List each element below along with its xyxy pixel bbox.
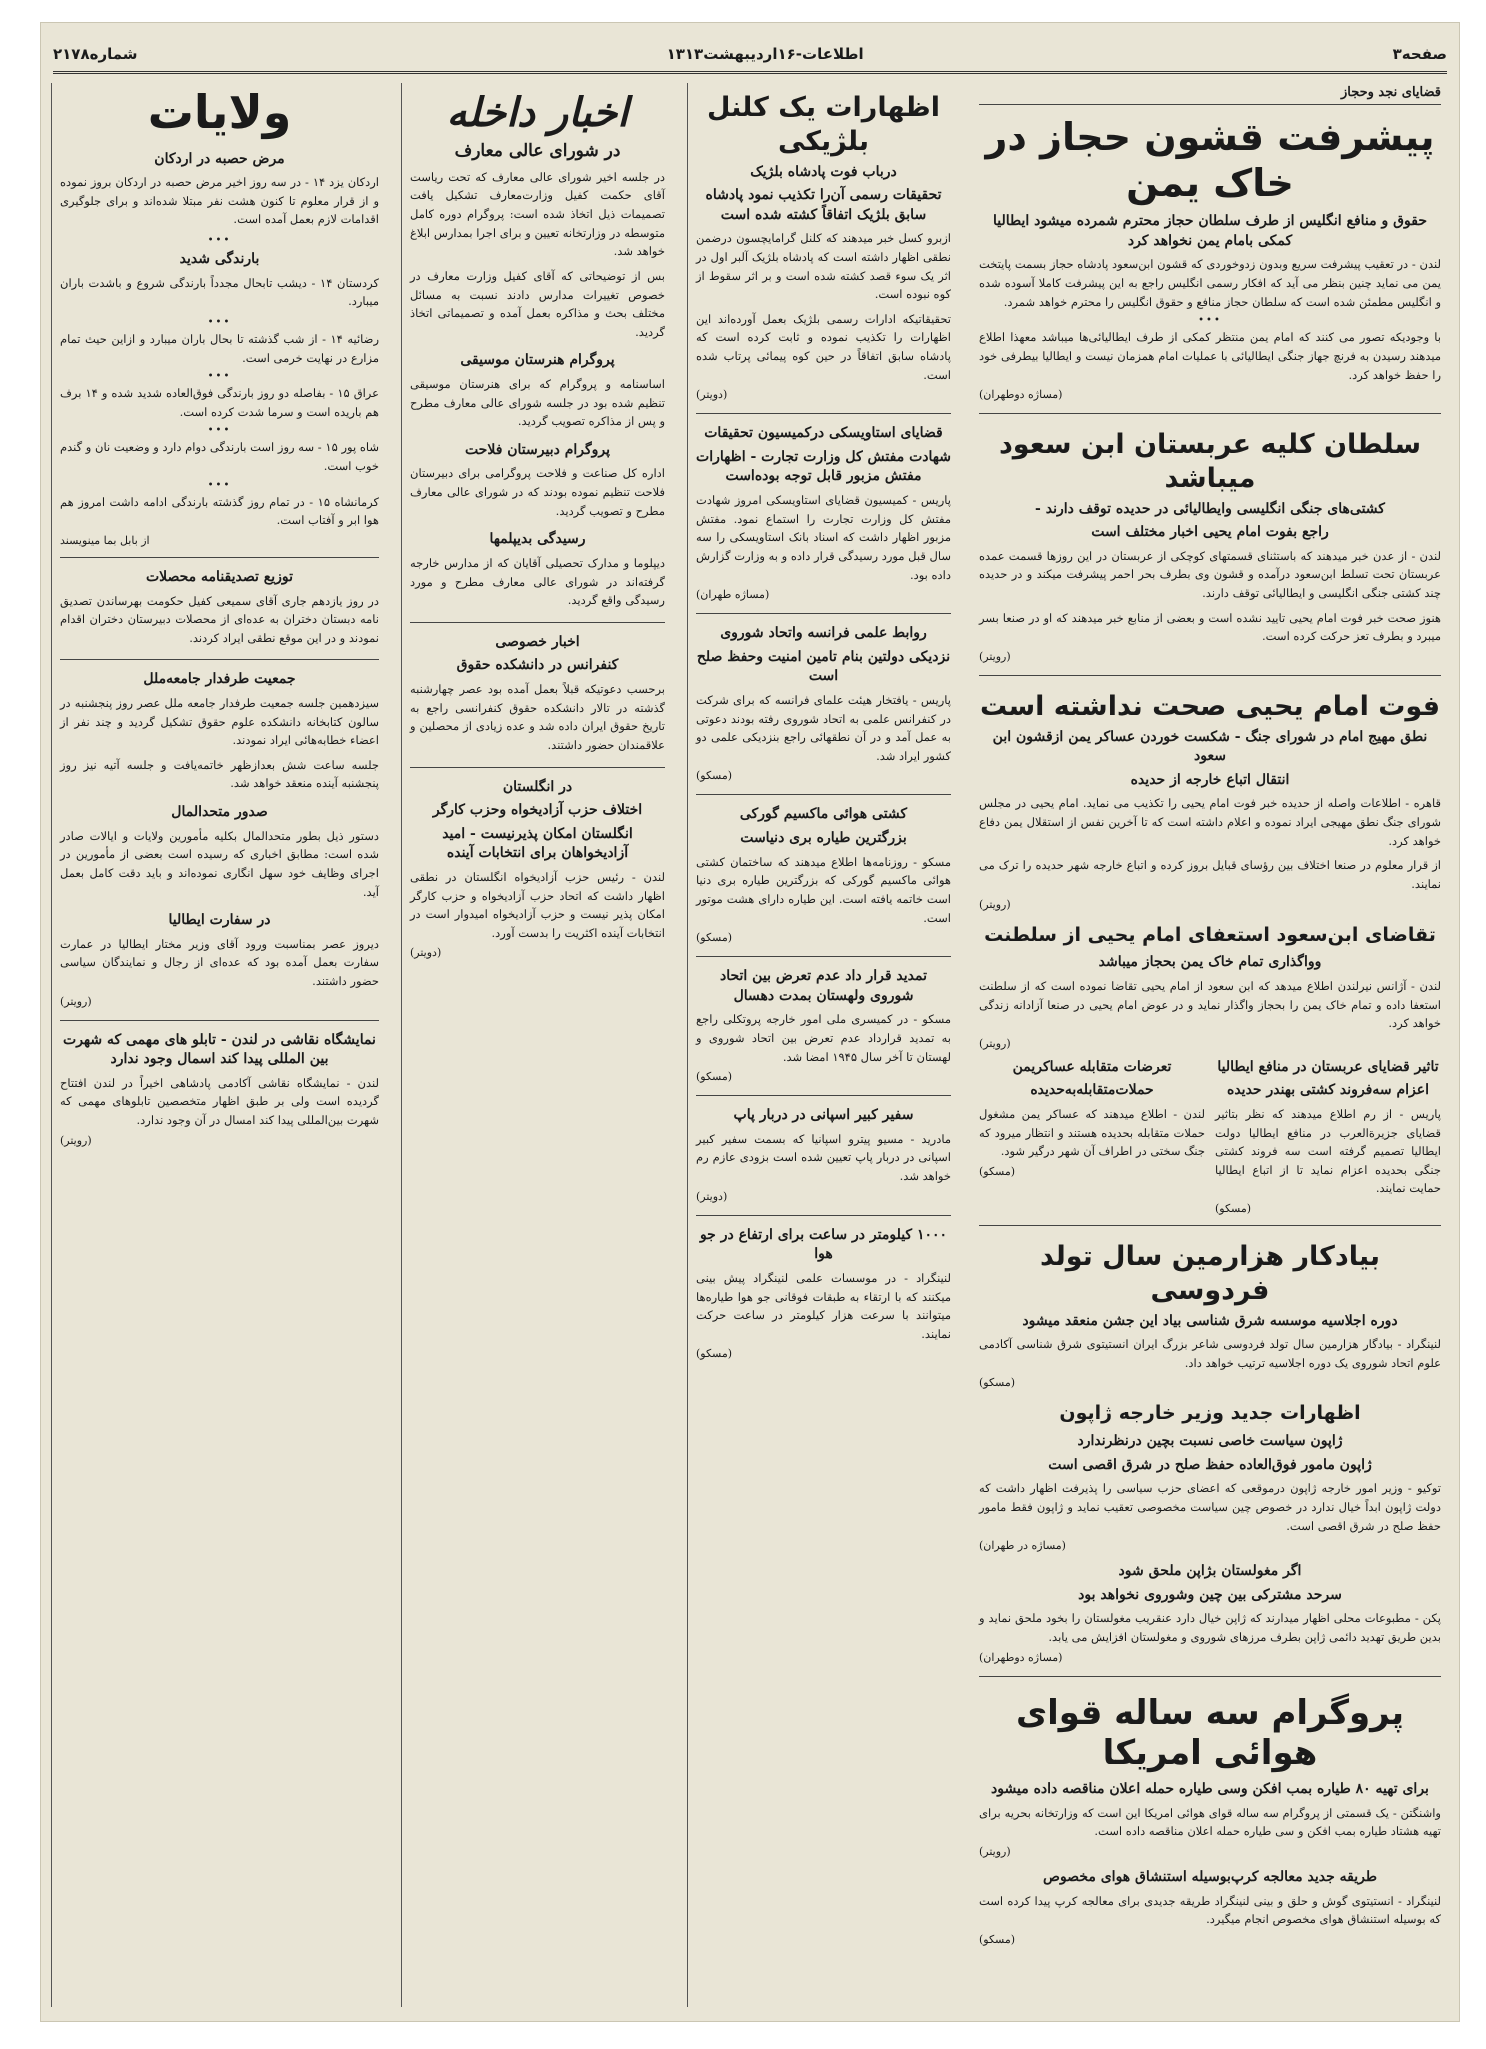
article-france-soviet [696,620,951,788]
subheadline: شهادت مفتش کل وزارت تجارت - اظهارات مفتش مزبور قابل توجه بوده‌است [696,448,951,485]
separator: ••• [207,371,232,383]
separator: ••• [207,235,232,247]
article-japan-fm [979,1395,1441,1558]
headline: در انگلستان [502,778,573,795]
source: (دویتر) [410,946,442,960]
article-diplomas [410,526,665,615]
article-private-news [410,629,665,761]
source: (مسکو) [696,1347,733,1361]
body-text: تحقیقاتیکه ادارات رسمی بلژیک بعمل آورده‌اند این اظهارات را تکذیب نموده و ثابت کرده است که پادشاه سابق اتفاقاً در حین کوه پیمائی پرتاب شده است. [696,311,951,382]
subheadline: ژاپون مامور فوق‌العاده حفظ صلح در شرق اقصی است [1048,1456,1372,1473]
body-text: کرمانشاه ۱۵ - در تمام روز گذشته بارندگی ادامه داشت امروز هم هوا ابر و آفتاب است. [60,494,379,528]
article-circular [60,799,379,907]
body-text: لندن - اطلاع میدهند که عساکر یمن مشغول حملات متقابله بحدیده هستند و انتظار میرود که جنگ سختی در اطراف آن شهر درگیر شود. [979,1106,1205,1159]
headline: پروگرام هنرستان موسیقی [460,352,615,369]
divider [60,557,379,558]
article-music-school [410,347,665,436]
subheadline: نزدیکی دولتین بنام تامین امنیت وحفظ صلح است [696,648,951,685]
separator: ••• [1198,315,1222,327]
subheadline: انتقال اتباع خارجه از حدیده [1130,771,1290,788]
body-text: شاه پور ۱۵ - سه روز است بارندگی دوام دارد و وضعیت نان و گندم خوب است. [60,440,380,474]
headline: تاثیر قضایای عربستان در منافع ایطالیا [1217,1058,1439,1075]
body-text: ازبرو کسل خبر میدهند که کلنل گرامایچسون درضمن نطقی اظهار داشته است که پادشاه بلژیک آلبر اول در اثر یک سوء قصد کشته شده است و بر اثر سقوط از کوه نبوده است. [696,231,951,302]
issue-line: اطلاعات-۱۶اردیبهشت۱۳۱۳ [666,45,864,63]
column-domestic-news [401,83,673,2007]
body-text: عراق ۱۵ - بفاصله دو روز بارندگی فوق‌العاده شدید شده و ۱۴ برف هم باریده است و سرما شدت کرده است. [60,386,380,419]
body-text: پاریس - یافتخار هیئت علمای فرانسه که برای شرکت در کنفرانس علمی به اتحاد شوروی رفته بودند دعوتی به عمل آمد و در آن نطقهائی راجع بنزدیکی علمی دو کشور ایراد شد. [696,692,951,763]
source: (رویتر) [60,1133,92,1147]
body-text: توکیو - وزیر امور خارجه ژاپون درموقعی که اعضای حزب سیاسی را پذیرفت اظهار داشت که دولت ژاپون ابداً خیال ندارد در خصوص چین سیاست مخصوصی تعقیب نماید و ژاپون فقط مامور حفظ صلح در شرق اقصی است. [979,1481,1441,1533]
body-text: لندن - در تعقیب پیشرفت سریع وبدون زدوخوردی که قشون ابن‌سعود پادشاه حجاز بسمت پایتخت یمن می نماید چنین بنظر می آید که افکار رسمی انگلیس راجع به این پیشرفت کاملا آسوده شده و انگلیس مطمئن شده است که سلطان حجاز منافع و حقوق انگلیس را محترم خواهد شمرد. [979,257,1441,309]
body-text: پکن - مطبوعات محلی اظهار میدارند که ژاپن خیال دارد عنقریب مغولستان را بخود ملحق نماید و بدین طریق تهدید دائمی ژاپن بطرف مرزهای شوروی و مغولستان افزایش می یابد. [979,1611,1441,1644]
headline: مرض حصبه در اردکان [154,150,285,167]
body-text: سیزدهمین جلسه جمعیت طرفدار جامعه ملل عصر روز پنجشنبه در سالون کتابخانه دانشکده علوم حقوق تشکیل گردید و چند نفر از اعضاء خطابه‌هائی ایراد نمودند. [60,695,379,748]
article-stavisky [696,420,951,607]
divider [60,1020,379,1021]
source: (مسکو) [696,931,733,945]
headline: تعرضات متقابله عساکریمن [1012,1058,1172,1075]
source: (مساژه در طهران) [979,1539,1066,1553]
article-belgian-colonel [696,83,951,407]
headline: در سفارت ایطالیا [168,912,271,929]
subheadline: اعزام سه‌فروند کشتی بهندر حدیده [1227,1082,1429,1099]
source: (مسکو) [696,769,733,783]
headline: طریقه جدید معالجه کرپ‌بوسیله استنشاق هوای مخصوص [1043,1869,1377,1886]
subheadline: برای تهیه ۸۰ طیاره بمب افکن وسی طیاره حمله اعلان مناقصه داده میشود [991,1781,1429,1798]
section-label: قضایای نجد وحجاز [979,83,1441,105]
body-text: دستور ذیل بطور متحدالمال بکلیه مأمورین ولایات و ایالات صادر شده است: مطابق اخباری که رسیده است بعضی از مأمورین در اجرای وظایف خود سهل انگاری نموده‌اند و باید دقت کامل بعمل آید. [60,828,379,899]
body-text: مسکو - روزنامه‌ها اطلاع میدهند که ساختمان کشتی هوائی ماکسیم گورکی که بزرگترین طیاره بری دنیا است خاتمه یافته است. این طیاره دارای هشت موتور است. [696,854,951,925]
body-text: لندن - از عدن خبر میدهند که باستثنای قسمتهای کوچکی از عربستان در این روزها قسمت عمده عربستان تحت تسلط ابن‌سعود درآمده و قشون وی بطرف بحر احمر پیشرفت میکند و در حدیده چند کشتی جنگی انگلیسی و ایطالیائی توقف دارند. [979,548,1441,601]
divider [410,622,665,623]
article-education-council [410,136,665,347]
divider [410,767,665,768]
column-main [973,83,1447,2007]
article-certificates [60,564,379,653]
newspaper-page [40,22,1460,2022]
body-text: جلسه ساعت شش بعدازظهر خاتمه‌یافت و جلسه آتیه نیز روز پنجشنبه آینده منعقد خواهد شد. [60,757,379,791]
headline: صدور متحدالمال [171,804,268,821]
divider [696,794,951,795]
source: (دویتر) [696,1189,728,1203]
headline: در شورای عالی معارف [454,141,621,161]
body-text: لنینگراد - انستیتوی گوش و حلق و بینی لنینگراد طریقه جدیدی برای معالجه کرپ پیدا کرده است که بوسیله استنشاق هوای مخصوص انجام میگیرد. [979,1893,1441,1927]
body-text: مسکو - در کمیسری ملی امور خارجه پروتکلی راجع به تمدید قرارداد عدم تعرض بین اتحاد شوروی و لهستان تا آخر سال ۱۹۴۵ امضا شد. [696,1012,951,1064]
headline: بارندگی شدید [179,251,260,268]
source: (رویتر) [979,897,1011,911]
body-text: مادرید - مسیو پیترو اسپانیا که بسمت سفیر کبیر اسپانی در دربار پاپ تعیین شده است بزودی عازم رم خواهد شد. [696,1131,951,1184]
headline: اظهارات جدید وزیر خارجه ژاپون [1059,1402,1361,1425]
subheadline: سرحد مشترکی بین چین وشوروی نخواهد بود [1078,1586,1342,1603]
body-text: قاهره - اطلاعات واصله از حدیده خبر فوت امام یحیی را تکذیب می نماید. امام یحیی در مجلس شورای جنگ نطق مهیجی ایراد نموده و اعلام داشته است که تا آخرین نفس از استقلال یمن دفاع خواهد کرد. [979,796,1441,848]
headline: پروگرام دبیرستان فلاحت [464,441,611,458]
article-imam-yahya [979,682,1441,917]
article-counter-attacks [979,1056,1205,1219]
source: (مسکو) [979,1932,1016,1946]
headline: تمدید قرار داد عدم تعرض بین اتحاد شوروی ولهستان بمدت دهسال [719,968,928,1004]
separator: ••• [207,479,232,491]
divider [696,1095,951,1096]
headline: سلطان کلیه عربستان ابن سعود میباشد [998,429,1422,494]
article-non-aggression [696,963,951,1089]
article-abdication-demand [979,917,1441,1056]
article-us-air-program [979,1683,1441,1864]
subheadline: ژاپون سیاست خاصی نسبت بچین درنظرندارد [1077,1433,1343,1450]
article-italy-interests [1215,1056,1441,1219]
divider [696,1215,951,1216]
page-label: صفحه۳ [1392,45,1447,63]
article-maxim-gorky [696,801,951,950]
body-text: دیپلوما و مدارک تحصیلی آقایان که از مدارس خارجه گرفته‌اند در شورای عالی معارف مطرح و مورد رسیدگی واقع گردید. [410,555,665,608]
article-1000km [696,1222,951,1367]
body-text: لنینگراد - در موسسات علمی لنینگراد پیش بینی میکنند که با ارتقاء به طبقات فوقانی جو هوا طیاره‌ها میتوانند با سرعت هزار کیلومتر در ساعت حرکت نمایند. [696,1270,951,1341]
article-spanish-ambassador [696,1102,951,1208]
article-ferdowsi [979,1232,1441,1395]
headline: کشتی هوائی ماکسیم گورکی [739,806,908,823]
divider [696,956,951,957]
headline: اخبار خصوصی [495,633,580,650]
body-text: لنینگراد - بیادگار هزارمین سال تولد فردوسی شاعر بزرگ ایران انستیتوی شرق شناسی آکادمی علوم اتحاد شوروی یک دوره اجلاسیه ترتیب خواهد داد. [979,1337,1441,1370]
column-foreign-news [687,83,959,2007]
source: (رویتر) [979,1845,1011,1859]
headline: تقاضای ابن‌سعود استعفای امام یحیی از سلطنت [984,923,1436,946]
divider [60,659,379,660]
headline: سفیر کبیر اسپانی در دربار پاپ [733,1107,914,1124]
headline: پروگرام سه ساله قوای هوائی امریکا [1015,1692,1405,1774]
headline: اظهارات یک کلنل بلژیکی [706,92,940,157]
divider [979,1225,1441,1226]
body-text: هنوز صحت خبر فوت امام یحیی تایید نشده است و بعضی از منابع خبر میدهند که او در صنعا بسر میبرد و بطرف تعز حرکت کرده است. [979,610,1441,644]
subheadline: کشتی‌های جنگی انگلیسی وایطالیائی در حدیده توقف دارند - [1035,500,1385,517]
headline: ۱۰۰۰ کیلومتر در ساعت برای ارتفاع در جو هوا [699,1226,948,1263]
source: (رویتر) [60,994,92,1008]
body-text: در روز یازدهم جاری آقای سمیعی کفیل حکومت بهرساندن تصدیق نامه دبستان دختران به عده‌ای از محصلات دبیرستان دختران اقدام نمودند و در این موقع نطقی ایراد کردند. [60,593,379,645]
body-text: پاریس - کمیسیون قضایای استاویسکی امروز شهادت مفتش کل وزارت تجارت را استماع نمود. مفتش مزبور اظهار داشت که اسناد بانک استاویسکی را سه سال قبل مورد رسیدگی قرار داده و به وزارت گزارش داده بود. [696,493,951,582]
article-rain [60,246,379,317]
subheadline: درباب فوت پادشاه بلژیک [750,163,897,180]
headline: توزیع تصدیقنامه محصلات [145,568,294,585]
article-italian-embassy [60,907,379,1013]
subheadline: دوره اجلاسیه موسسه شرق شناسی بیاد این جشن منعقد میشود [1022,1312,1398,1329]
article-typhoid [60,146,379,235]
article-hejaz-yemen [979,105,1441,407]
body-text: کردستان ۱۴ - دیشب تابحال مجدداً بارندگی شروع و باشدت باران میبارد. [60,275,380,309]
body-text: پاریس - از رم اطلاع میدهند که نظر بتاثیر قضایای جزیرة‌العرب در منافع ایطالیا دولت ایطالیا تصمیم گرفته است سه فروند کشتی جنگی بحدیده اعزام نماید تا از اتباع ایطالیا حمایت نمایند. [1215,1106,1441,1196]
headline: فوت امام یحیی صحت نداشته است [979,690,1441,722]
source: (مساژه دوطهران) [979,1650,1063,1664]
subheadline: نطق مهیج امام در شورای جنگ - شکست خوردن عساکر یمن ازقشون ابن سعود [992,728,1428,765]
headline: اگر مغولستان بژاپن ملحق شود [1118,1563,1302,1580]
subheadline: اختلاف حزب آزادیخواه وحزب کارگر [432,802,643,819]
body-text: لندن - نمایشگاه نقاشی آکادمی پادشاهی اخیراً در لندن افتتاح گردیده است ولی بر طبق اظهار متخصصین تابلوهای مهمی که شهرت بین‌المللی پیدا کند امسال در آن وجود ندارد. [60,1075,379,1128]
column-provinces [51,83,387,2007]
subheadline: وواگذاری تمام خاک یمن بحجاز میباشد [1098,954,1322,971]
subheadline: حقوق و منافع انگلیس از طرف سلطان حجاز محترم شمرده میشود ایطالیا کمکی بامام یمن نخواهد کرد [993,213,1427,249]
two-column-row [979,1056,1441,1219]
subheadline: کنفرانس در دانشکده حقوق [456,657,619,674]
headline: پیشرفت قشون حجاز در خاک یمن [985,115,1435,205]
divider [696,413,951,414]
body-text: در جلسه اخیر شورای عالی معارف که تحت ریاست آقای حکمت کفیل وزارت‌معارف تشکیل یافت تصمیمات ذیل اتخاذ شده است: پروگرام دوره کامل متوسطه در وزارتخانه تعیین و برای اجرا بمدارس ابلاغ خواهد شد. [410,169,665,259]
source: از بابل بما مینویسند [60,533,150,547]
divider [696,613,951,614]
source: (رویتر) [979,649,1011,663]
separator: ••• [207,425,232,437]
article-league-of-nations [60,666,379,799]
body-text: اساسنامه و پروگرام که برای هنرستان موسیقی تنظیم شده بود در جلسه شورای عالی معارف مطرح و پس از مذاکره تصویب گردید. [410,377,665,429]
divider [979,413,1441,414]
subheadline: تحقیقات رسمی آن‌را تکذیب نمود پادشاه سابق بلژیک اتفاقاً کشته شده است [705,187,942,223]
article-painting-exhibition [60,1027,379,1153]
source: (رویتر) [979,1036,1011,1050]
headline: روابط علمی فرانسه واتحاد شوروی [720,625,927,642]
article-agriculture-school [410,437,665,526]
subheadline: حملات‌متقابله‌به‌حدیده [1030,1082,1154,1099]
body-text: اردکان یزد ۱۴ - در سه روز اخیر مرض حصبه در اردکان بروز نموده و از قرار معلوم تا کنون هشت نفر مبتلا شده‌اند و برای جلوگیری اقدامات لازم بعمل آمده است. [60,175,379,227]
body-text: بس از توضیحاتی که آقای کفیل وزارت معارف در خصوص تغییرات مدارس دادند نسبت به مسائل مختلف بحث و مذاکره بعمل آمده و تصمیماتی اتخاذ گردید. [410,268,665,339]
headline: رسیدگی بدیپلمها [489,531,586,548]
subheadline: بزرگترین طیاره بری دنیاست [740,830,907,847]
article-croup-treatment [979,1864,1441,1952]
separator: ••• [207,316,232,328]
body-text: دیروز عصر بمناسبت ورود آقای وزیر مختار ایطالیا در عمارت سفارت بعمل آمده بود که عده‌ای از رجال و نمایندگان سیاسی حضور داشتند. [60,936,379,989]
headline: جمعیت طرفدار جامعه‌ملل [143,671,296,688]
headline: بیادکار هزارمین سال تولد فردوسی [1039,1241,1380,1306]
source: (مسکو) [979,1376,1016,1390]
subheadline: انگلستان امکان پذیرنیست - امید آزادیخواهان برای انتخابات آینده [442,825,633,862]
source: (مسکو) [1215,1202,1252,1216]
body-text: رضائیه ۱۴ - از شب گذشته تا بحال باران میبارد و ازاین حیث تمام مزارع در نهایت خرمی است. [60,331,379,365]
section-title: اخبار داخله [446,89,629,136]
issue-number: شماره۲۱۷۸ [53,45,138,63]
article-england [410,774,665,966]
article-mongolia [979,1558,1441,1669]
source: (دویتر) [696,388,728,402]
body-text: اداره کل صناعت و فلاحت پروگرامی برای دبیرستان فلاحت تنظیم نموده بودند که در شورای عالی معارف مطرح و تصویب گردید. [410,466,665,518]
divider [979,1676,1441,1677]
section-title: ولایات [147,85,292,139]
source: (مسکو) [979,1164,1016,1178]
source: (مساژه طهران) [696,588,770,602]
source: (مساژه دوطهران) [979,388,1063,402]
article-ibn-saud [979,420,1441,669]
subheadline: راجع بفوت امام یحیی اخبار مختلف است [1091,524,1329,541]
body-text: از قرار معلوم در صنعا اختلاف بین رؤسای قبایل بروز کرده و اتباع خارجه شهر حدیده را ترک می نمایند. [979,858,1441,891]
body-text: برحسب دعوتیکه قبلاً بعمل آمده بود عصر چهارشنبه گذشته در تالار دانشکده حقوق کنفرانسی راجع به تاریخ حقوق ایران داده شد و عده زیادی از محصلین و علاقمندان حضور داشتند. [410,682,665,752]
masthead [53,37,1447,74]
divider [979,675,1441,676]
headline: نمایشگاه نقاشی در لندن - تابلو های مهمی که شهرت بین المللی پیدا کند اسمال وجود ندارد [63,1031,376,1068]
body-text: با وجودیکه تصور می کنند که امام یمن منتظر کمکی از طرف ایطالیائی‌ها میباشد معهذا اطلاع میدهند رسیدن به فرنچ جهاز جنگی ایطالیائی با عملیات امام همزمان نیست و ایطالیا بیطرفی خود را حفظ خواهد کرد. [979,330,1441,382]
headline: قضایای استاویسکی درکمیسیون تحقیقات [704,425,943,442]
source: (مسکو) [696,1070,733,1084]
body-text: لندن - آژانس نیرلندن اطلاع میدهد که ابن سعود از امام یحیی تقاضا نموده است که از سلطنت استعفا داده و تمام خاک یمن را بحجاز واگذار نماید و در عوض امام یحیی در صنعا آزادانه زندگی خواهد کرد. [979,978,1441,1031]
body-text: واشنگتن - یک قسمتی از پروگرام سه ساله قوای هوائی امریکا این است که وزارتخانه بحریه برای تهیه هشتاد طیاره بمب افکن و سی طیاره حمله اعلان مناقصه داده است. [979,1805,1441,1839]
body-text: لندن - رئیس حزب آزادیخواه انگلستان در نطقی اظهار داشت که اتحاد حزب آزادیخواه و حزب کارگر امکان پذیر نیست و حزب آزادیخواه امیدوار است در انتخابات آینده اکثریت را بدست آورد. [410,869,665,940]
